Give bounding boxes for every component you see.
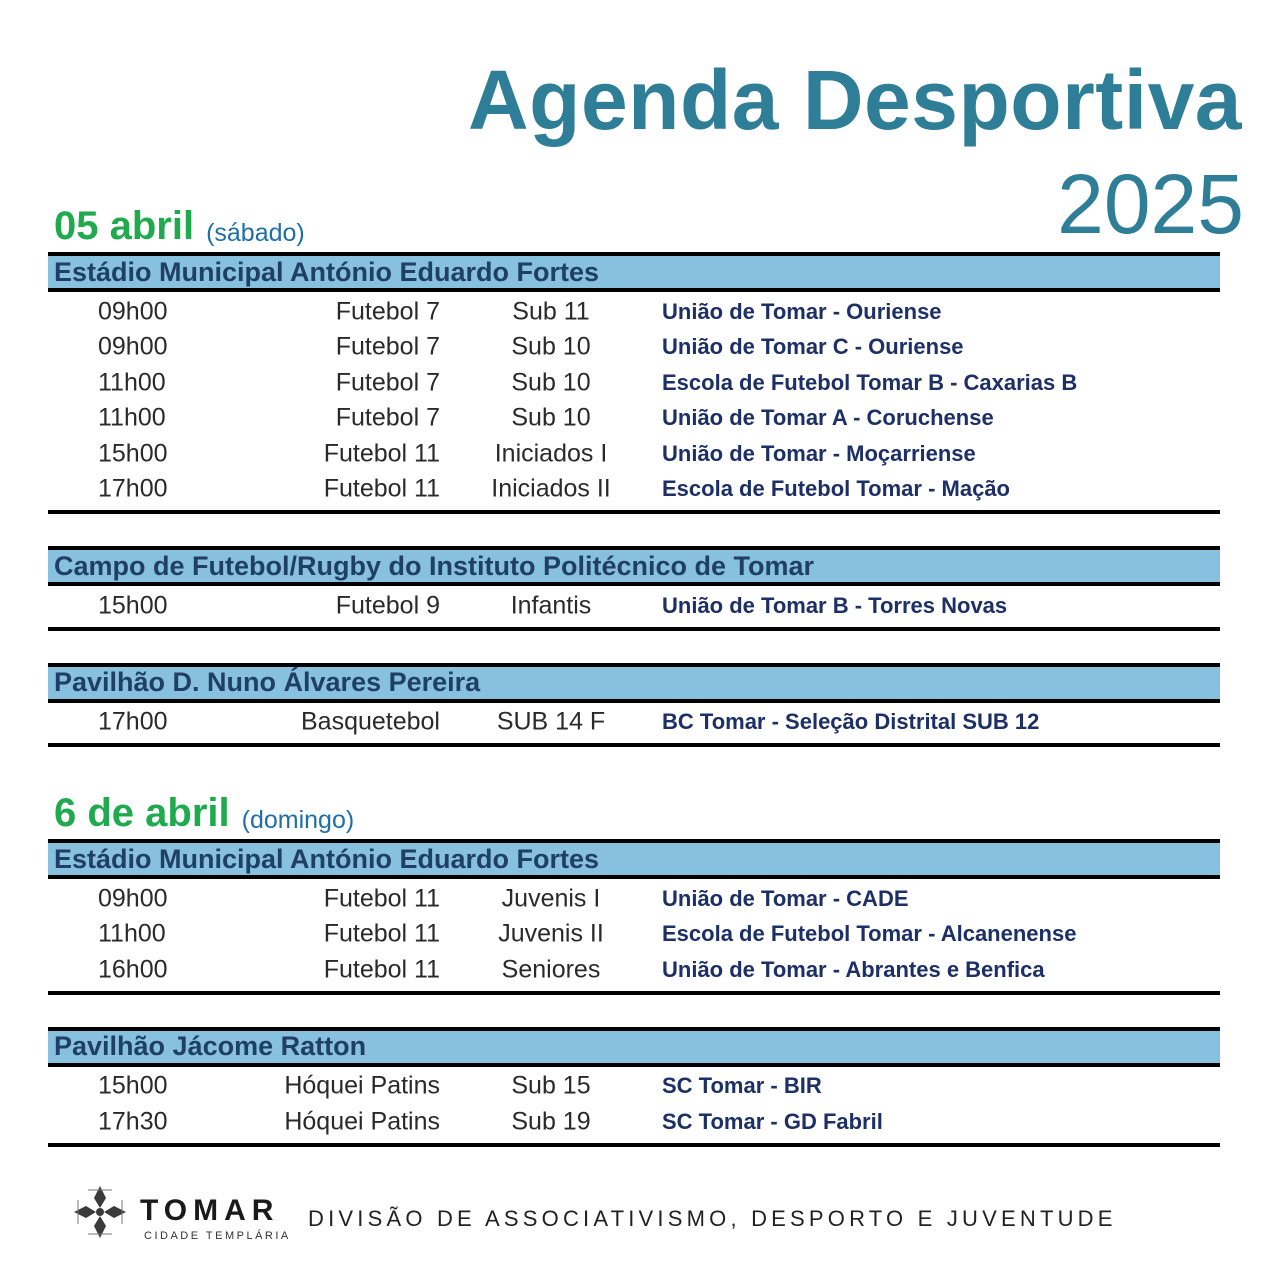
event-sport: Futebol 7 — [335, 332, 440, 361]
event-category: Iniciados I — [494, 439, 608, 468]
event-sport: Hóquei Patins — [284, 1071, 440, 1100]
day-spacer — [48, 767, 1220, 787]
division-name: DIVISÃO DE ASSOCIATIVISMO, DESPORTO E JUVENTUDE — [308, 1206, 1117, 1231]
event-list — [48, 586, 1220, 631]
event-list — [48, 292, 1220, 514]
event-sport: Hóquei Patins — [284, 1107, 440, 1136]
page-title: Agenda Desportiva — [467, 53, 1242, 147]
event-match: União de Tomar B - Torres Novas — [662, 592, 1008, 618]
brand-name: TOMAR — [140, 1194, 280, 1227]
event-row — [48, 436, 1220, 472]
event-time: 17h00 — [98, 474, 168, 503]
day-date: 05 abril — [54, 204, 195, 248]
event-match: SC Tomar - GD Fabril — [662, 1108, 883, 1134]
event-time: 17h00 — [98, 707, 168, 736]
event-sport: Futebol 11 — [323, 955, 440, 984]
venue-name: Campo de Futebol/Rugby do Instituto Politécnico de Tomar — [54, 550, 815, 581]
event-sport: Futebol 11 — [323, 919, 440, 948]
schedule — [48, 200, 1220, 1179]
event-category: Seniores — [501, 955, 601, 984]
event-list — [48, 703, 1220, 748]
event-match: União de Tomar C - Ouriense — [662, 334, 964, 360]
event-match: SC Tomar - BIR — [662, 1073, 822, 1099]
event-match: Escola de Futebol Tomar - Mação — [662, 476, 1010, 502]
event-sport: Basquetebol — [300, 707, 440, 736]
event-time: 09h00 — [98, 297, 168, 326]
venue-section — [48, 1027, 1220, 1147]
event-category: Sub 10 — [511, 332, 591, 361]
event-row — [48, 917, 1220, 953]
event-match: União de Tomar - Moçarriense — [662, 440, 976, 466]
event-list — [48, 879, 1220, 995]
event-row — [48, 588, 1220, 624]
brand-tagline: CIDADE TEMPLÁRIA — [144, 1230, 291, 1242]
event-time: 17h30 — [98, 1107, 168, 1136]
event-category: Sub 15 — [511, 1071, 591, 1100]
event-match: União de Tomar - CADE — [662, 885, 909, 911]
day-weekday: (domingo) — [241, 806, 355, 834]
event-match: União de Tomar A - Coruchense — [662, 405, 994, 431]
event-time: 11h00 — [98, 403, 166, 432]
event-sport: Futebol 7 — [335, 368, 440, 397]
event-category: Juvenis I — [501, 884, 601, 913]
event-row — [48, 294, 1220, 330]
event-sport: Futebol 11 — [323, 474, 440, 503]
venue-section — [48, 663, 1220, 748]
event-category: Sub 19 — [511, 1107, 591, 1136]
event-sport: Futebol 9 — [335, 591, 440, 620]
event-match: Escola de Futebol Tomar B - Caxarias B — [662, 369, 1078, 395]
event-sport: Futebol 11 — [323, 884, 440, 913]
event-sport: Futebol 11 — [323, 439, 440, 468]
page-year: 2025 — [1057, 157, 1244, 251]
event-list — [48, 1067, 1220, 1147]
event-category: Iniciados II — [491, 474, 611, 503]
event-category: Sub 11 — [512, 297, 590, 326]
venue-section — [48, 252, 1220, 514]
event-time: 15h00 — [98, 591, 168, 620]
venue-section — [48, 839, 1220, 995]
event-time: 16h00 — [98, 955, 168, 984]
event-match: Escola de Futebol Tomar - Alcanenense — [662, 921, 1077, 947]
day-heading — [48, 787, 1220, 839]
event-row — [48, 1104, 1220, 1140]
event-row — [48, 330, 1220, 366]
venue-header — [48, 1027, 1220, 1067]
event-sport: Futebol 7 — [335, 297, 440, 326]
venue-header — [48, 546, 1220, 586]
event-row — [48, 365, 1220, 401]
event-time: 11h00 — [98, 368, 166, 397]
day-weekday: (sábado) — [206, 219, 305, 247]
venue-name: Pavilhão D. Nuno Álvares Pereira — [54, 667, 481, 697]
event-category: SUB 14 F — [496, 707, 606, 736]
event-time: 15h00 — [98, 1071, 168, 1100]
event-row — [48, 952, 1220, 988]
event-time: 11h00 — [98, 919, 166, 948]
event-match: BC Tomar - Seleção Distrital SUB 12 — [662, 709, 1040, 735]
event-sport: Futebol 7 — [335, 403, 440, 432]
day-date: 6 de abril — [54, 791, 230, 835]
event-row — [48, 881, 1220, 917]
venue-name: Pavilhão Jácome Ratton — [54, 1031, 367, 1061]
event-time: 15h00 — [98, 439, 168, 468]
event-category: Sub 10 — [511, 403, 591, 432]
event-row — [48, 1069, 1220, 1105]
event-row — [48, 705, 1220, 741]
venue-name: Estádio Municipal António Eduardo Fortes — [54, 256, 600, 287]
day-heading — [48, 200, 1220, 252]
venue-name: Estádio Municipal António Eduardo Fortes — [54, 843, 600, 874]
event-category: Sub 10 — [511, 368, 591, 397]
event-time: 09h00 — [98, 884, 168, 913]
event-category: Infantis — [510, 591, 592, 620]
venue-header — [48, 839, 1220, 879]
venue-section — [48, 546, 1220, 631]
event-time: 09h00 — [98, 332, 168, 361]
event-row — [48, 472, 1220, 508]
event-row — [48, 401, 1220, 437]
event-match: União de Tomar - Ouriense — [662, 298, 942, 324]
cross-emblem-icon — [70, 1182, 130, 1242]
venue-header — [48, 663, 1220, 703]
event-match: União de Tomar - Abrantes e Benfica — [662, 956, 1045, 982]
event-category: Juvenis II — [498, 919, 604, 948]
venue-header — [48, 252, 1220, 292]
footer — [70, 1182, 1190, 1242]
